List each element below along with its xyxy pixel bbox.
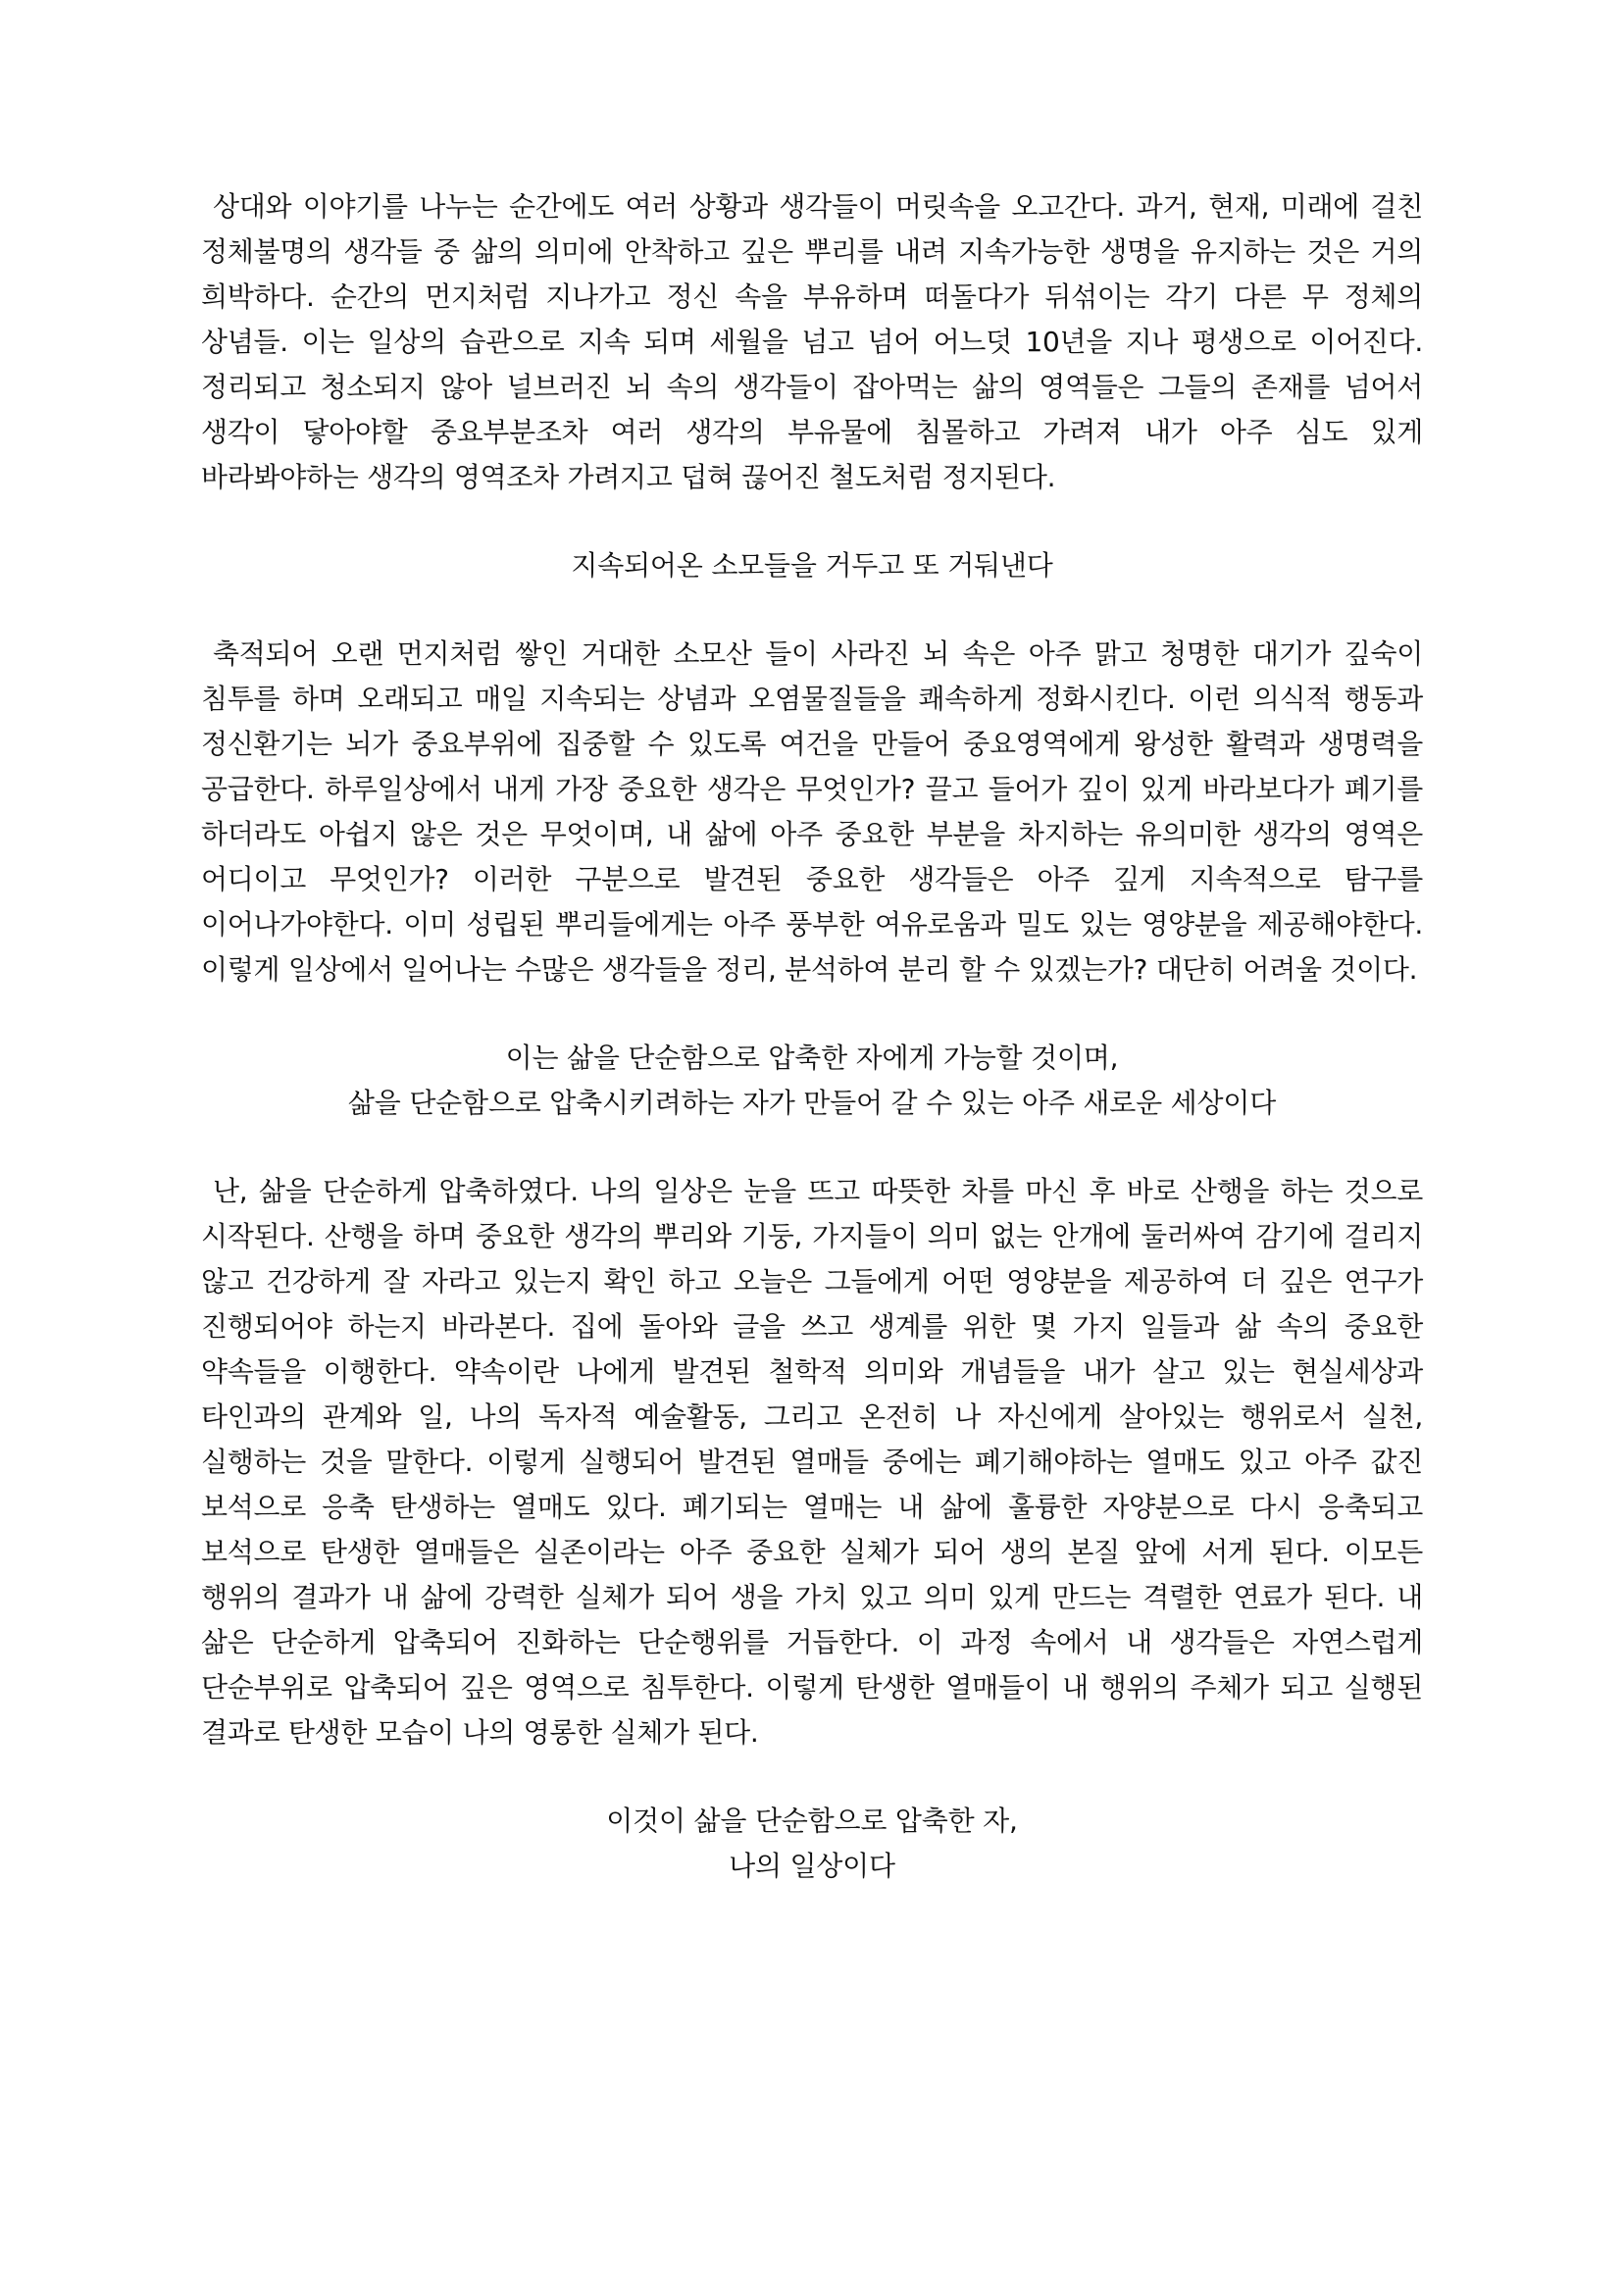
paragraph-1: 상대와 이야기를 나누는 순간에도 여러 상황과 생각들이 머릿속을 오고간다. 과거, 현재, 미래에 걸친 정체불명의 생각들 중 삶의 의미에 안착하고 깊은 뿌리를 내려 지속가능한 생명을 유지하는 것은 거의 희박하다. 순간의 먼지처럼 지나가고 정신 속을 부유하며 떠돌다가 뒤섞이는 각기 다른 무 정체의 상념들. 이는 일상의 습관으로 지속 되며 세월을 넘고 넘어 어느덧 10년을 지나 평생으로 이어진다. 정리되고 청소되지 않아 널브러진 뇌 속의 생각들이 잡아먹는 삶의 영역들은 그들의 존재를 넘어서 생각이 닿아야할 중요부분조차 여러 생각의 부유물에 침몰하고 가려져 내가 아주 심도 있게 바라봐야하는 생각의 영역조차 가려지고 덥혀 끊어진 철도처럼 정지된다. bbox=[201, 190, 1423, 493]
spacer bbox=[201, 1755, 1423, 1799]
paragraph-2: 축적되어 오랜 먼지처럼 쌓인 거대한 소모산 들이 사라진 뇌 속은 아주 맑고 청명한 대기가 깊숙이 침투를 하며 오래되고 매일 지속되는 상념과 오염물질들을 쾌속하게 정화시킨다. 이런 의식적 행동과 정신환기는 뇌가 중요부위에 집중할 수 있도록 여건을 만들어 중요영역에게 왕성한 활력과 생명력을 공급한다. 하루일상에서 내게 가장 중요한 생각은 무엇인가? 끌고 들어가 깊이 있게 바라보다가 폐기를 하더라도 아쉽지 않은 것은 무엇이며, 내 삶에 아주 중요한 부분을 차지하는 유의미한 생각의 영역은 어디이고 무엇인가? 이러한 구분으로 발견된 중요한 생각들은 아주 깊게 지속적으로 탐구를 이어나가야한다. 이미 성립된 뿌리들에게는 아주 풍부한 여유로움과 밀도 있는 영양분을 제공해야한다. 이렇게 일상에서 일어나는 수많은 생각들을 정리, 분석하여 분리 할 수 있겠는가? 대단히 어려울 것이다. bbox=[201, 637, 1423, 986]
paragraph-3: 난, 삶을 단순하게 압축하였다. 나의 일상은 눈을 뜨고 따뜻한 차를 마신 후 바로 산행을 하는 것으로 시작된다. 산행을 하며 중요한 생각의 뿌리와 기둥, 가지들이 의미 없는 안개에 둘러싸여 감기에 걸리지 않고 건강하게 잘 자라고 있는지 확인 하고 오늘은 그들에게 어떤 영양분을 제공하여 더 깊은 연구가 진행되어야 하는지 바라본다. 집에 돌아와 글을 쓰고 생계를 위한 몇 가지 일들과 삶 속의 중요한 약속들을 이행한다. 약속이란 나에게 발견된 철학적 의미와 개념들을 내가 살고 있는 현실세상과 타인과의 관계와 일, 나의 독자적 예술활동, 그리고 온전히 나 자신에게 살아있는 행위로서 실천, 실행하는 것을 말한다. 이렇게 실행되어 발견된 열매들 중에는 폐기해야하는 열매도 있고 아주 값진 보석으로 응축 탄생하는 열매도 있다. 폐기되는 열매는 내 삶에 훌륭한 자양분으로 다시 응축되고 보석으로 탄생한 열매들은 실존이라는 아주 중요한 실체가 되어 생의 본질 앞에 서게 된다. 이모든 행위의 결과가 내 삶에 강력한 실체가 되어 생을 가치 있고 의미 있게 만드는 격렬한 연료가 된다. 내 삶은 단순하게 압축되어 진화하는 단순행위를 거듭한다. 이 과정 속에서 내 생각들은 자연스럽게 단순부위로 압축되어 깊은 영역으로 침투한다. 이렇게 탄생한 열매들이 내 행위의 주체가 되고 실행된 결과로 탄생한 모습이 나의 영롱한 실체가 된다. bbox=[201, 1175, 1423, 1749]
quote-2-line-1: 이는 삶을 단순함으로 압축한 자에게 가능할 것이며, bbox=[505, 1042, 1119, 1074]
quote-2-line-2: 삶을 단순함으로 압축시키려하는 자가 만들어 갈 수 있는 아주 새로운 세상이다 bbox=[347, 1087, 1277, 1119]
quote-3-line-2: 나의 일상이다 bbox=[729, 1850, 895, 1882]
spacer bbox=[201, 992, 1423, 1036]
spacer bbox=[201, 500, 1423, 543]
quote-3-line-1: 이것이 삶을 단순함으로 압축한 자, bbox=[606, 1805, 1018, 1837]
spacer bbox=[201, 588, 1423, 632]
spacer bbox=[201, 1126, 1423, 1169]
quote-3 bbox=[201, 1799, 1423, 1889]
quote-2 bbox=[201, 1036, 1423, 1126]
quote-1: 지속되어온 소모들을 거두고 또 거둬낸다 bbox=[571, 549, 1053, 582]
document-body bbox=[201, 184, 1423, 1889]
